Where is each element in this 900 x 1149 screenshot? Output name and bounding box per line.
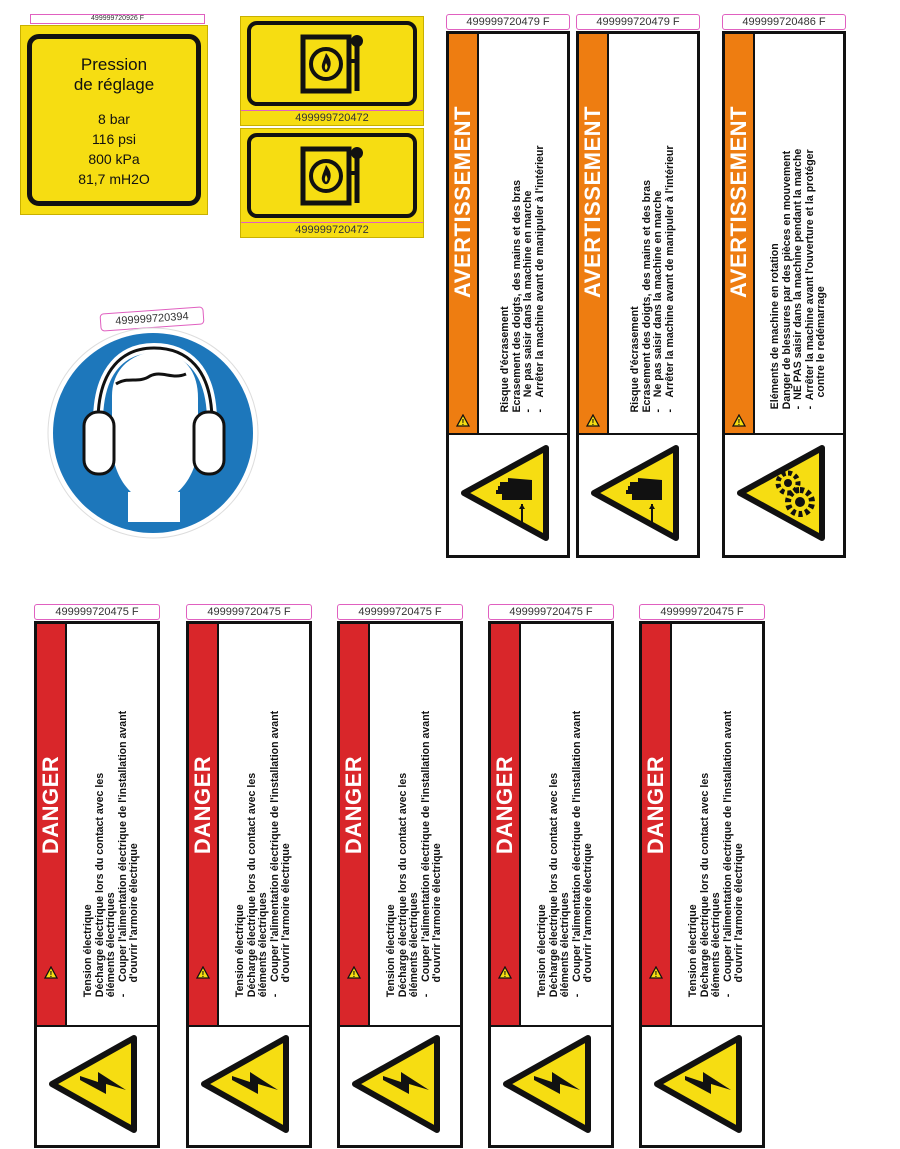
pressure-label-title: [32, 55, 196, 95]
pressure-label: [20, 25, 208, 215]
warning-line: - NE PAS saisir dans la machine pendant la marche: [792, 148, 805, 409]
danger-line: - Couper l'alimentation électrique de l'installation avant: [116, 710, 129, 997]
warning-message: [630, 145, 676, 412]
fire-hose-label: [240, 16, 424, 126]
danger-label: [186, 604, 312, 1148]
svg-text:!: !: [654, 970, 658, 979]
warning-text-area: [753, 34, 843, 435]
hand-crush-icon: [579, 435, 697, 551]
danger-line: d'ouvrir l'armoire électrique: [733, 842, 746, 997]
warning-line: - Arrêter la machine avant de manipuler à l'intérieur: [663, 145, 676, 413]
warning-line: Ecrasement des doigts, des mains et des bras: [510, 179, 523, 413]
warning-signal-word: AVERTISSEMENT: [450, 106, 475, 299]
rotating-gears-icon: [725, 435, 843, 551]
danger-line: Tension électrique: [234, 904, 247, 997]
fire-label-code: 499999720472: [241, 222, 423, 237]
warning-pictogram-area: [449, 433, 567, 555]
warning-line: Ecrasement des doigts, des mains et des bras: [640, 179, 653, 413]
danger-label-frame: [337, 621, 463, 1148]
danger-line: éléments électriques: [559, 892, 572, 997]
pressure-value-bar: 8 bar: [98, 111, 130, 127]
warning-label: [576, 14, 700, 558]
warning-message: [500, 145, 546, 412]
warning-signal-strip: [725, 34, 753, 435]
danger-pictogram-area: [340, 1025, 460, 1145]
danger-text-area: [217, 624, 309, 1027]
danger-line: éléments électriques: [710, 892, 723, 997]
electric-shock-icon: [37, 1027, 157, 1141]
danger-message: [537, 710, 595, 996]
warning-triangle-icon: [732, 414, 746, 427]
danger-signal-word: DANGER: [643, 756, 668, 855]
danger-signal-strip: [642, 624, 670, 1027]
svg-text:!: !: [503, 970, 507, 979]
warning-triangle-icon: [196, 966, 210, 979]
warning-text-area: [477, 34, 567, 435]
pressure-title-line2: de réglage: [73, 75, 155, 94]
warning-message: [770, 148, 828, 409]
svg-text:!: !: [737, 418, 741, 427]
danger-label-frame: [488, 621, 614, 1148]
pressure-title-line1: Pression: [80, 55, 148, 74]
danger-signal-strip: [37, 624, 65, 1027]
warning-triangle-icon: [498, 966, 512, 979]
danger-label-code: 499999720475 F: [34, 604, 160, 620]
danger-label: [488, 604, 614, 1148]
fire-hose-frame: [247, 21, 417, 106]
warning-label: [446, 14, 570, 558]
danger-signal-word: DANGER: [341, 756, 366, 855]
warning-line: - Ne pas saisir dans la machine en marche: [652, 190, 664, 413]
warning-line: - Arrêter la machine avant l'ouverture et la protéger: [803, 148, 816, 409]
warning-signal-word: AVERTISSEMENT: [580, 106, 605, 299]
danger-line: - Couper l'alimentation électrique de l'installation avant: [268, 710, 281, 997]
danger-label-frame: [639, 621, 765, 1148]
pressure-value-kpa: 800 kPa: [88, 151, 140, 167]
danger-pictogram-area: [642, 1025, 762, 1145]
danger-pictogram-area: [491, 1025, 611, 1145]
warning-label-frame: [722, 31, 846, 558]
danger-signal-word: DANGER: [38, 756, 63, 855]
electric-shock-icon: [189, 1027, 309, 1141]
danger-signal-word: DANGER: [492, 756, 517, 855]
danger-line: d'ouvrir l'armoire électrique: [431, 842, 444, 997]
danger-line: - Couper l'alimentation électrique de l'installation avant: [419, 710, 432, 997]
danger-text-area: [670, 624, 762, 1027]
warning-line: contre le redémarrage: [815, 285, 828, 409]
electric-shock-icon: [642, 1027, 762, 1141]
electric-shock-icon: [340, 1027, 460, 1141]
danger-label-frame: [34, 621, 160, 1148]
svg-text:!: !: [352, 970, 356, 979]
pressure-value-mh2o: 81,7 mH2O: [78, 171, 150, 187]
svg-text:!: !: [591, 418, 595, 427]
fire-hose-label: [240, 128, 424, 238]
ear-protection-icon: [46, 326, 260, 540]
warning-line: Risque d'écrasement: [628, 305, 641, 413]
warning-line: - Ne pas saisir dans la machine en marche: [522, 190, 534, 413]
warning-pictogram-area: [579, 433, 697, 555]
warning-triangle-icon: [649, 966, 663, 979]
warning-triangle-icon: [44, 966, 58, 979]
danger-line: Tension électrique: [536, 904, 549, 997]
danger-text-area: [368, 624, 460, 1027]
danger-line: d'ouvrir l'armoire électrique: [128, 842, 141, 997]
danger-label-code: 499999720475 F: [186, 604, 312, 620]
pressure-value-psi: 116 psi: [91, 131, 137, 147]
fire-hose-reel-icon: [299, 31, 369, 97]
svg-text:!: !: [461, 418, 465, 427]
danger-line: Décharge électrique lors du contact avec les: [547, 772, 560, 997]
danger-line: - Couper l'alimentation électrique de l'installation avant: [570, 710, 583, 997]
danger-line: éléments électriques: [408, 892, 421, 997]
danger-label: [34, 604, 160, 1148]
warning-label-code: 499999720479 F: [446, 14, 570, 30]
danger-message: [235, 710, 293, 996]
danger-line: Décharge électrique lors du contact avec les: [396, 772, 409, 997]
warning-line: - Arrêter la machine avant de manipuler à l'intérieur: [533, 145, 546, 413]
warning-signal-strip: [579, 34, 607, 435]
danger-message: [386, 710, 444, 996]
danger-line: - Couper l'alimentation électrique de l'installation avant: [721, 710, 734, 997]
danger-message: [83, 710, 141, 996]
danger-line: d'ouvrir l'armoire électrique: [280, 842, 293, 997]
ear-label-code: 499999720394: [99, 306, 204, 331]
danger-line: éléments électriques: [105, 892, 118, 997]
danger-label-code: 499999720475 F: [639, 604, 765, 620]
danger-text-area: [519, 624, 611, 1027]
electric-shock-icon: [491, 1027, 611, 1141]
warning-signal-word: AVERTISSEMENT: [726, 106, 751, 299]
fire-hose-reel-icon: [299, 143, 369, 209]
pressure-label-code: 499999720926 F: [30, 14, 205, 24]
warning-signal-strip: [449, 34, 477, 435]
warning-line: Eléments de machine en rotation: [769, 242, 782, 409]
svg-text:!: !: [49, 970, 53, 979]
danger-text-area: [65, 624, 157, 1027]
danger-line: Tension électrique: [687, 904, 700, 997]
danger-signal-word: DANGER: [190, 756, 215, 855]
danger-label: [337, 604, 463, 1148]
danger-message: [688, 710, 746, 996]
danger-label-code: 499999720475 F: [488, 604, 614, 620]
warning-line: Risque d'écrasement: [498, 305, 511, 413]
warning-label: [722, 14, 846, 558]
danger-signal-strip: [340, 624, 368, 1027]
warning-triangle-icon: [586, 414, 600, 427]
warning-line: Danger de blessures par des pièces en mouvement: [780, 150, 793, 409]
danger-signal-strip: [491, 624, 519, 1027]
warning-label-code: 499999720486 F: [722, 14, 846, 30]
danger-line: Tension électrique: [82, 904, 95, 997]
fire-hose-frame: [247, 133, 417, 218]
warning-pictogram-area: [725, 433, 843, 555]
warning-text-area: [607, 34, 697, 435]
danger-line: éléments électriques: [257, 892, 270, 997]
danger-pictogram-area: [37, 1025, 157, 1145]
warning-label-code: 499999720479 F: [576, 14, 700, 30]
warning-triangle-icon: [456, 414, 470, 427]
danger-line: Décharge électrique lors du contact avec les: [245, 772, 258, 997]
warning-label-frame: [446, 31, 570, 558]
danger-pictogram-area: [189, 1025, 309, 1145]
pressure-values: [32, 109, 196, 189]
fire-label-code: 499999720472: [241, 110, 423, 125]
danger-line: Tension électrique: [385, 904, 398, 997]
danger-signal-strip: [189, 624, 217, 1027]
danger-line: d'ouvrir l'armoire électrique: [582, 842, 595, 997]
svg-text:!: !: [201, 970, 205, 979]
danger-label-frame: [186, 621, 312, 1148]
warning-triangle-icon: [347, 966, 361, 979]
danger-line: Décharge électrique lors du contact avec les: [93, 772, 106, 997]
danger-label: [639, 604, 765, 1148]
hand-crush-icon: [449, 435, 567, 551]
pressure-label-frame: [27, 34, 201, 206]
warning-label-frame: [576, 31, 700, 558]
danger-line: Décharge électrique lors du contact avec les: [698, 772, 711, 997]
danger-label-code: 499999720475 F: [337, 604, 463, 620]
